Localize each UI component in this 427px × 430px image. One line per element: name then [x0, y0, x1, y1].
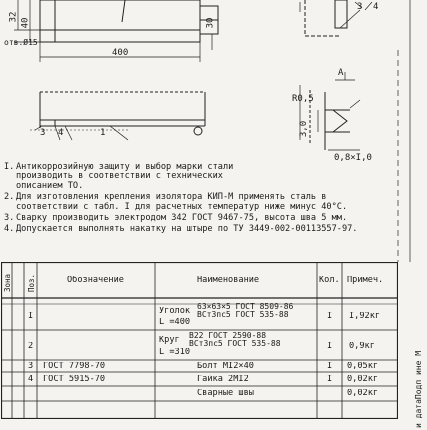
- row1-name-line2: ВСт3пс5 ГОСТ 535-88: [197, 310, 289, 319]
- dimension-32: 32: [8, 11, 19, 23]
- note-2: 2. Для изготовления крепления изолятора КИП-М применять сталь в соответствии с табл. I для расчетных температур ниже минус 40°С.: [4, 192, 348, 212]
- row1-qty: I: [327, 312, 333, 321]
- row2-name-line3: L =310: [159, 348, 191, 357]
- radius-label: R0,5: [292, 94, 314, 104]
- row1-pos: I: [28, 312, 34, 321]
- dimension-3: 3,0: [299, 120, 310, 138]
- part-label-1: 1: [100, 128, 106, 138]
- technical-notes: [4, 163, 424, 237]
- row5-note: 0,02кг: [347, 389, 379, 398]
- row2-pos: 2: [28, 342, 34, 351]
- row2-name-line1: В22 ГОСТ 2590-88: [189, 331, 267, 340]
- row3-designation: ГОСТ 7798-70: [43, 362, 106, 371]
- row5-name: Сварные швы: [197, 389, 254, 398]
- header-designation: Обозначение: [67, 276, 124, 285]
- row3-name: Болт МI2×40: [197, 362, 254, 371]
- row3-qty: I: [327, 362, 333, 371]
- row1-name-line3: L =400: [159, 318, 191, 327]
- row4-designation: ГОСТ 5915-70: [43, 375, 106, 384]
- row4-note: 0,02кг: [347, 375, 379, 384]
- row1-note: I,92кг: [349, 312, 381, 321]
- part-label-3-top: 3: [357, 2, 363, 12]
- part-label-4-top: 4: [373, 2, 379, 12]
- note-3: 3. Сварку производить электродом 342 ГОСТ 9467-75, высота шва 5 мм.: [4, 213, 348, 224]
- row2-note: 0,9кг: [349, 342, 375, 351]
- row4-name: Гайка 2МI2: [197, 375, 249, 384]
- hole-label: отв.Ø15: [4, 38, 38, 47]
- dimension-40-small: 40: [20, 17, 31, 29]
- row2-name-prefix: Круг: [159, 336, 180, 345]
- row3-pos: 3: [28, 362, 34, 371]
- row4-qty: I: [327, 375, 333, 384]
- row1-name-prefix: Уголок: [159, 307, 191, 316]
- header-note: Примеч.: [347, 276, 384, 285]
- angle-front-view: [40, 0, 200, 42]
- header-name: Наименование: [197, 276, 260, 285]
- row3-note: 0,05кг: [347, 362, 379, 371]
- header-qty: Кол.: [319, 276, 340, 285]
- note-4: 4. Допускается выполнять накатку на штыре по ТУ 3449-002-00113557-97.: [4, 224, 358, 235]
- part-label-3: 3: [40, 128, 46, 138]
- header-pos: Поз.: [27, 273, 36, 292]
- part-label-4: 4: [58, 128, 64, 138]
- dimension-30: 30: [205, 17, 216, 29]
- row4-pos: 4: [28, 375, 34, 384]
- header-zone: Зона: [3, 273, 12, 292]
- row2-name-line2: ВСт3пс5 ГОСТ 535-88: [189, 339, 281, 348]
- side-stamp-text: и датаПодп ине М: [414, 350, 423, 428]
- specification-table: [1, 262, 398, 419]
- chamfer-label: 0,8×I,0: [334, 153, 372, 163]
- section-label-a: A: [338, 68, 344, 78]
- note-1: I. Антикоррозийную защиту и выбор марки стали производить в соответствии с технических описанием ТО.: [4, 162, 234, 191]
- dimension-400: 400: [112, 48, 129, 58]
- row2-qty: I: [327, 342, 333, 351]
- row1-name-line1: 63×63×5 ГОСТ 8509-86: [197, 302, 294, 311]
